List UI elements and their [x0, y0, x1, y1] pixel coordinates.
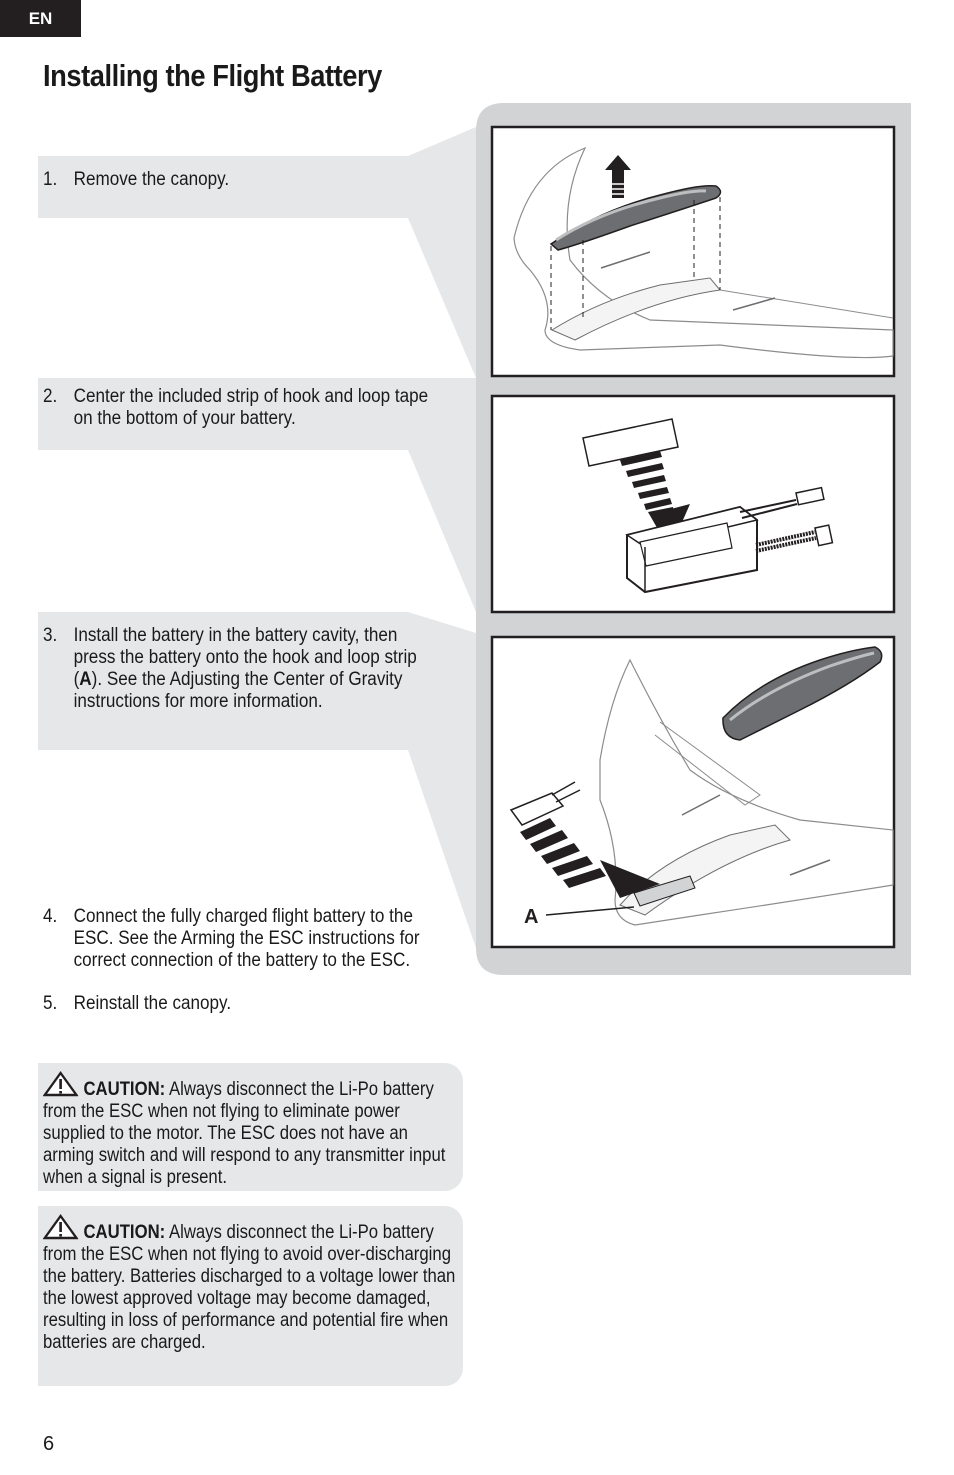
- callout-a: A: [524, 906, 539, 928]
- figure-install-battery: [492, 637, 894, 947]
- step-2: 2. Center the included strip of hook and loop tape on the bottom of your battery.: [43, 386, 429, 429]
- connector-wedge-1: [38, 127, 476, 378]
- warning-triangle-icon: [43, 1214, 78, 1240]
- step-1: 1. Remove the canopy.: [43, 169, 230, 190]
- figure-tape-battery: [492, 396, 894, 612]
- figure-remove-canopy: [492, 127, 894, 376]
- step-5: 5. Reinstall the canopy.: [43, 993, 232, 1014]
- step-4: 4. Connect the fully charged flight battery to the ESC. See the Arming the ESC instructions for correct connection of the battery to the ESC.: [43, 906, 420, 971]
- caution-box-1: CAUTION: Always disconnect the Li-Po battery from the ESC when not flying to eliminate power supplied to the motor. The ESC does not have an arming switch and will respond to any transmitter input when a signal is present.: [38, 1063, 463, 1191]
- step-3: 3. Install the battery in the battery cavity, then press the battery onto the hook and loop strip (A). See the Adjusting the Center of Gravity instructions for more information.: [43, 625, 417, 712]
- warning-triangle-icon: [43, 1071, 78, 1097]
- page-number: 6: [43, 1433, 55, 1455]
- caution-box-2: CAUTION: Always disconnect the Li-Po battery from the ESC when not flying to avoid over-discharging the battery. Batteries discharged to a voltage lower than the lowest approved voltage may become damaged, resulting in loss of performance and potential fire when batteries are charged.: [38, 1206, 463, 1386]
- language-tab: EN: [0, 0, 81, 37]
- page-title: Installing the Flight Battery: [43, 58, 382, 93]
